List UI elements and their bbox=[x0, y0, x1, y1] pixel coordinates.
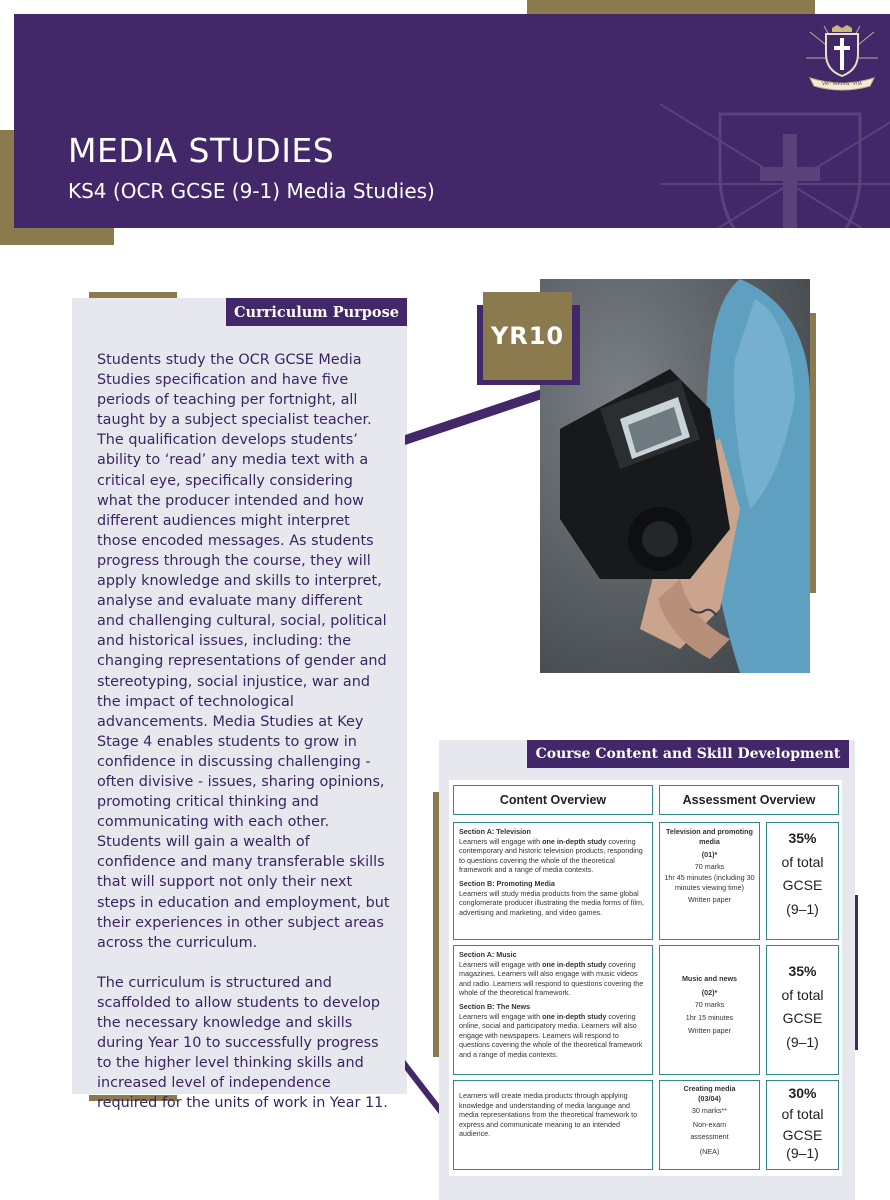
assessment-title: Television and promoting media bbox=[666, 827, 753, 846]
section-text: Learners will study media products from the same global conglomerate producer illustrating the media forms of film, advertising and marketing, and video games. bbox=[459, 888, 644, 917]
weight-of-total: of total bbox=[781, 986, 824, 1003]
content-cell-row-3 bbox=[453, 1080, 653, 1170]
weight-grade: (9–1) bbox=[786, 1033, 819, 1050]
weight-gcse: GCSE bbox=[782, 1010, 823, 1026]
assessment-code: (02)* bbox=[701, 988, 718, 997]
weight-grade: (9–1) bbox=[786, 1145, 819, 1161]
weight-cell-row-2 bbox=[766, 945, 839, 1075]
content-section bbox=[459, 879, 647, 917]
section-heading: Section A: Music bbox=[459, 950, 517, 959]
weight-cell-row-1 bbox=[766, 822, 839, 940]
weight-gcse: GCSE bbox=[782, 1127, 823, 1143]
header-gold-accent-top bbox=[527, 0, 815, 14]
content-section bbox=[459, 1002, 647, 1060]
assessment-mode: Written paper bbox=[687, 1026, 731, 1035]
weight-of-total: of total bbox=[781, 853, 824, 870]
curriculum-purpose-text bbox=[97, 350, 392, 1133]
assessment-marks: 30 marks** bbox=[691, 1106, 728, 1115]
weight-of-total: of total bbox=[781, 1106, 824, 1122]
section-heading: Section B: Promoting Media bbox=[459, 878, 555, 888]
section-text: Learners will engage with bbox=[459, 959, 543, 969]
school-crest-icon bbox=[806, 24, 878, 94]
assessment-time: Non-exam assessment bbox=[690, 1120, 729, 1141]
curriculum-paragraph: Students study the OCR GCSE Media Studies specification and have five periods of teaching per fortnight, all taught by a subject specialist teacher. The qualification develops students’ ability to ‘read’ any media text with a critical eye, specifically considering what the producer intended and how different audiences might interpret those encoded messages. As students progress through the course, they will apply knowledge and skills to interpret, analyse and evaluate many different and challenging cultural, social, political and historical issues, including: the changing representations of gender and stereotyping, social injustice, war and the impact of technological advancements. Media Studies at Key Stage 4 enables students to grow in confidence in discussing challenging - often divisive - issues, sharing opinions, promoting critical thinking and communicating with each other. Students will gain a wealth of confidence and many transferable skills that will support not only their next steps in education and employment, but their experiences in other subject areas across the curriculum. bbox=[97, 352, 390, 951]
assessment-cell-row-2 bbox=[659, 945, 760, 1075]
assessment-marks: 70 marks bbox=[694, 1000, 725, 1009]
section-text-bold: one in-depth study bbox=[542, 836, 607, 846]
section-text: Learners will engage with bbox=[459, 836, 543, 846]
assessment-mode: (NEA) bbox=[699, 1147, 720, 1156]
assessment-cell-row-3 bbox=[659, 1080, 760, 1170]
content-section bbox=[459, 827, 647, 875]
section-text-bold: one in-depth study bbox=[542, 959, 607, 969]
section-heading: Section A: Television bbox=[459, 827, 531, 836]
course-content-tag: Course Content and Skill Development bbox=[527, 740, 849, 768]
svg-text:VIA · VERITAS · VITA: VIA · VERITAS · VITA bbox=[822, 81, 862, 86]
assessment-title: Music and news bbox=[681, 974, 738, 983]
content-section bbox=[459, 950, 647, 998]
section-text: covering online, social and participatory media. Learners will also engage with newspapers. Learners will respond to questions covering the whole of the theoretical framework and a range of media contexts. bbox=[459, 1011, 643, 1059]
curriculum-purpose-tag: Curriculum Purpose bbox=[226, 298, 407, 326]
year-badge: YR10 bbox=[490, 322, 565, 350]
assessment-cell-row-1 bbox=[659, 822, 760, 940]
section-text-bold: one in-depth study bbox=[542, 1011, 607, 1021]
content-cell-row-2 bbox=[453, 945, 653, 1075]
camera-photo-icon bbox=[540, 279, 810, 673]
section-text: Learners will create media products through applying knowledge and understanding of media language and media representations from the theoretical framework to express and communicate meaning to an intended audience. bbox=[459, 1091, 638, 1139]
assessment-code: (03/04) bbox=[698, 1094, 721, 1103]
section-text: Learners will engage with bbox=[459, 1011, 543, 1021]
page-subtitle: KS4 (OCR GCSE (9-1) Media Studies) bbox=[68, 179, 435, 203]
curriculum-paragraph: The curriculum is structured and scaffolded to allow students to develop the necessary knowledge and skills during Year 10 to successfully progress to the higher level thinking skills and increased level of independence required for the units of work in Year 11. bbox=[97, 974, 388, 1112]
photo-illustration bbox=[540, 279, 810, 673]
content-section bbox=[459, 1091, 647, 1139]
weight-grade: (9–1) bbox=[786, 900, 819, 917]
weight-percent: 35% bbox=[788, 963, 817, 979]
page-title: MEDIA STUDIES bbox=[68, 131, 335, 170]
section-text: covering contemporary and historic television products, responding to questions covering the whole of the theoretical framework and a range of media contexts. bbox=[459, 836, 643, 875]
course-table bbox=[449, 780, 842, 1176]
assessment-title: Creating media bbox=[683, 1084, 736, 1093]
assessment-overview-header: Assessment Overview bbox=[659, 785, 839, 815]
assessment-marks: 70 marks bbox=[694, 862, 725, 871]
assessment-mode: Written paper bbox=[687, 895, 731, 904]
section-text: covering magazines. Learners will also engage with music videos and radio. Learners will respond to questions covering the whole of the theoretical framework. bbox=[459, 959, 644, 998]
crest-watermark-icon bbox=[660, 84, 890, 228]
weight-percent: 35% bbox=[788, 830, 817, 846]
content-overview-header: Content Overview bbox=[453, 785, 653, 815]
assessment-code: (01)* bbox=[701, 850, 718, 859]
assessment-time: 1hr 45 minutes (including 30 minutes viewing time) bbox=[664, 873, 755, 892]
assessment-time: 1hr 15 minutes bbox=[685, 1013, 734, 1022]
connector-line-top bbox=[405, 380, 545, 450]
weight-cell-row-3 bbox=[766, 1080, 839, 1170]
weight-gcse: GCSE bbox=[782, 877, 823, 893]
weight-percent: 30% bbox=[788, 1085, 817, 1101]
section-heading: Section B: The News bbox=[459, 1001, 531, 1011]
content-cell-row-1 bbox=[453, 822, 653, 940]
